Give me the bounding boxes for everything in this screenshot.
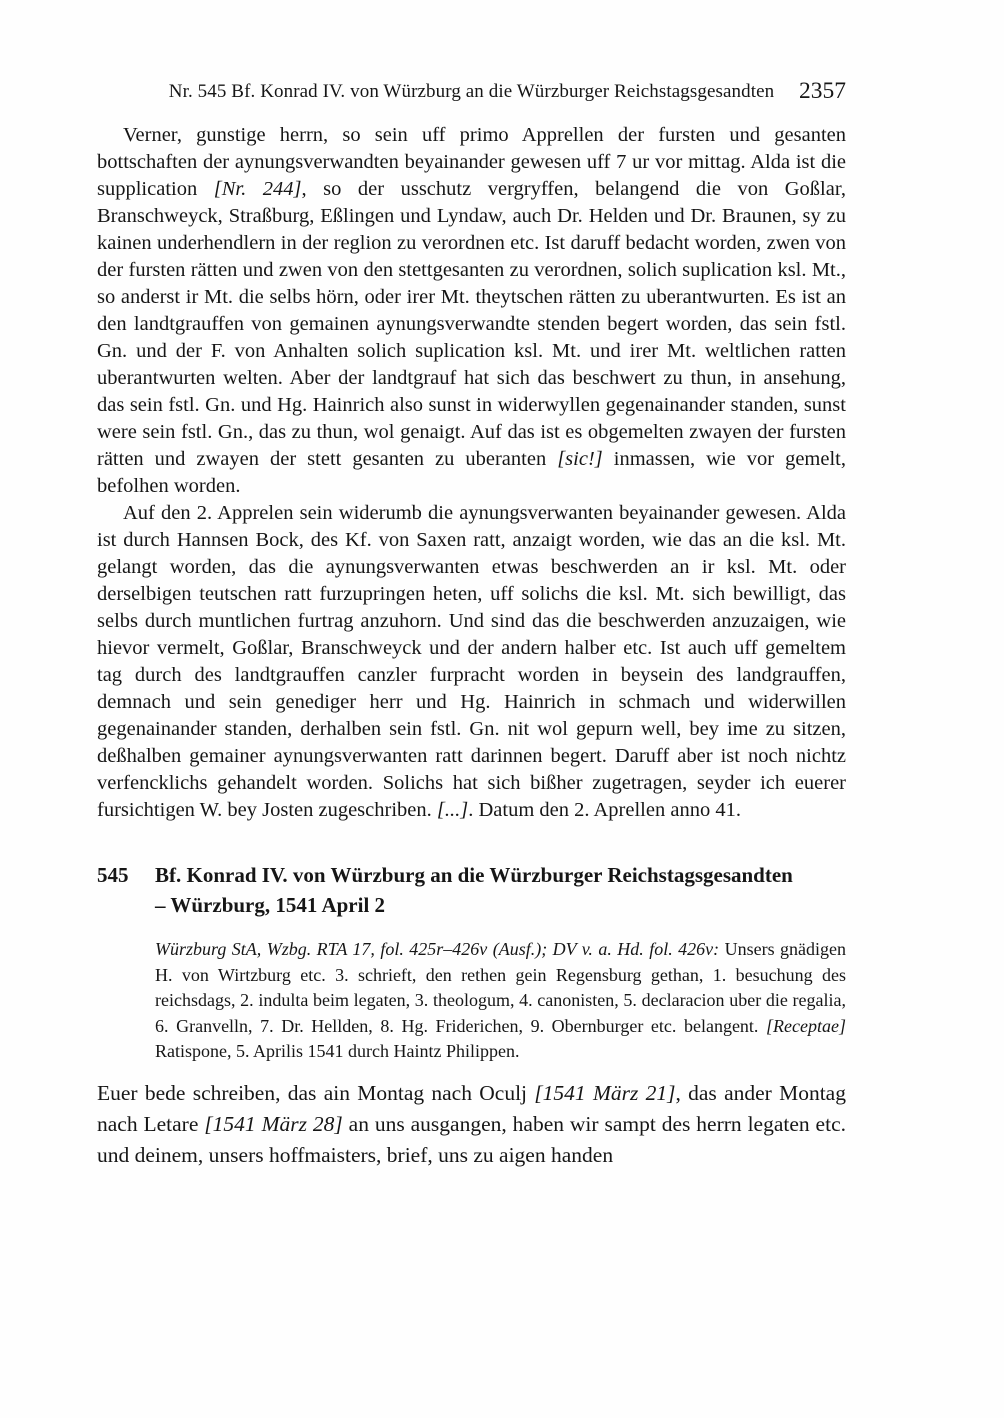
page-number: 2357 [799, 78, 846, 104]
document-title-line2: – Würzburg, 1541 April 2 [155, 893, 386, 917]
report-paragraph-1: Verner, gunstige herrn, so sein uff primo Apprellen der fursten und gesanten bottschaften der aynungsverwandten beyainander gewesen uff 7 ur vor mittag. Alda ist die supplication [Nr. 244], so der usschutz vergryffen, belangend die von Goßlar, Branschweyck, Straßburg, Eßlingen und Lyndaw, auch Dr. Helden und Dr. Braunen, sy zu kainen underhendlern in der reglion zu verordnen etc. Ist daruff bedacht worden, zwen von der fursten rätten und zwen von den stettgesanten zu verordnen, solich suplication ksl. Mt., so anderst ir Mt. die selbs hörn, oder irer Mt. theytschen rätten zu uberantwurten. Es ist an den landtgrauffen von gemainen aynungsverwandte stenden begert worden, das sein fstl. Gn. und der F. von Anhalten solich suplication ksl. Mt. und irer Mt. weltlichen ratten uberantwurten welten. Aber der landtgrauf hat sich das beschwert zu thun, in ansehung, das sein fstl. Gn. und Hg. Hainrich also sunst in widerwyllen gegenainander standen, sunst were sein fstl. Gn., das zu thun, wol genaigt. Auf das ist es obgemelten zwayen der fursten rätten und zwayen der stett gesanten zu uberanten [sic!] inmassen, wie vor gemelt, befolhen worden. [97, 124, 846, 497]
report-paragraph-2: Auf den 2. Apprelen sein widerumb die aynungsverwanten beyainander gewesen. Alda ist durch Hannsen Bock, des Kf. von Saxen ratt, anzaigt worden, wie das an die ksl. Mt. gelangt worden, das die aynungsverwanten etwas beschwerden an ir ksl. Mt. oder derselbigen teutschen ratt furzupringen heten, uff solichs die ksl. Mt. sich bewilligt, das selbs durch muntlichen furtrag anzuhorn. Und sind das die beschwerden anzuzaigen, wie hievor vermelt, Goßlar, Branschweyck und der andern halber etc. Ist auch uff gemeltem tag durch des landtgrauffen canzler furpracht worden in beysein des landgrauffen, demnach und sein genediger herr und Hg. Hainrich in schmach und widerwillen gegenainander standen, derhalben sein fstl. Gn. nit wol gepurn well, bey ime zu sitzen, deßhalben gemainer aynungsverwanten ratt darinnen begert. Daruff aber ist noch nichtz verfencklichs gehandelt worden. Solichs hat sich bißher zugetragen, seyder ich euerer fursichtigen W. bey Josten zugeschriben. [...]. Datum den 2. Aprellen anno 41. [97, 502, 846, 821]
archival-source-note: Würzburg StA, Wzbg. RTA 17, fol. 425r–426v (Ausf.); DV v. a. Hd. fol. 426v: Unsers gnädigen H. von Wirtzburg etc. 3. schrieft, den rethen gein Regensburg gethan, 1. besuchung des reichsdags, 2. indulta beim legaten, 3. theologum, 4. canonisten, 5. declaracion uber die regalia, 6. Granvelln, 7. Dr. Hellden, 8. Hg. Friderichen, 9. Obernburger etc. belangent. [Receptae] Ratispone, 5. Aprilis 1541 durch Haintz Philippen. [155, 939, 846, 1061]
document-title-line1: Bf. Konrad IV. von Würzburg an die Würzburger Reichstagsgesandten [155, 863, 793, 887]
document-body-paragraph: Euer bede schreiben, das ain Montag nach Oculj [1541 März 21], das ander Montag nach Letare [1541 März 28] an uns ausgangen, haben wir sampt des herrn legaten etc. und deinem, unsers hoffmaisters, brief, uns zu aigen handen [97, 1080, 846, 1167]
document-title [155, 860, 793, 920]
running-header [97, 78, 846, 106]
document-heading [97, 860, 846, 920]
document-545-section [97, 860, 846, 1171]
document-number: 545 [97, 863, 129, 887]
report-continuation-section [97, 122, 846, 824]
running-head-title: Nr. 545 Bf. Konrad IV. von Würzburg an die Würzburger Reichstagsgesandten [168, 81, 775, 102]
